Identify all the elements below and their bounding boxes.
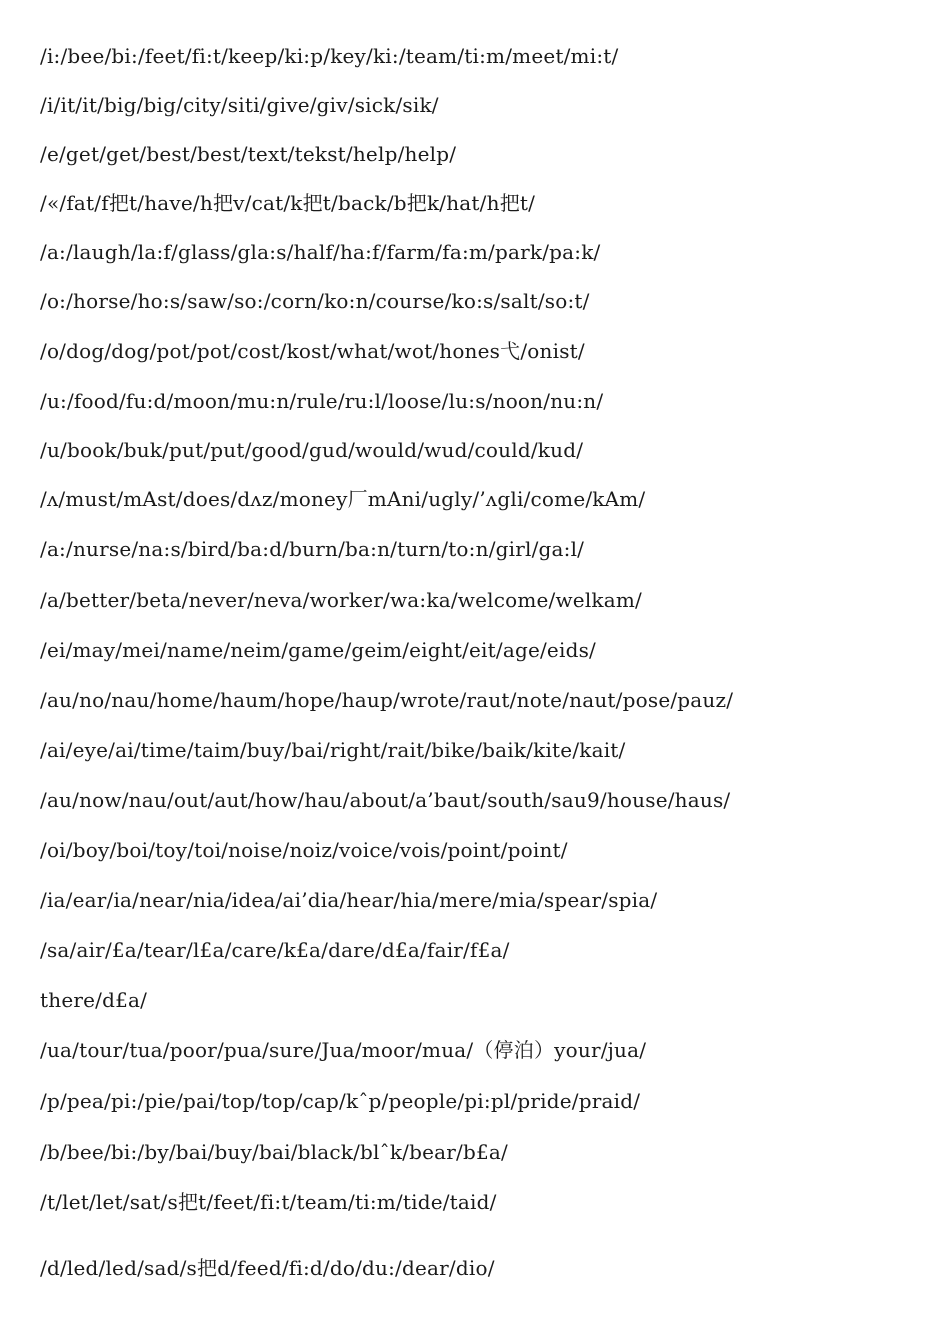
phonetic-line-5: /a:/laugh/la:f/glass/gla:s/half/ha:f/farm/fa:m/park/pa:k/: [40, 240, 601, 264]
phonetic-line-22: /p/pea/pi:/pie/pai/top/top/cap/kˆp/people/pi:pl/pride/praid/: [40, 1089, 641, 1113]
phonetic-line-24: /t/let/let/sat/s把t/feet/fi:t/team/ti:m/tide/taid/: [40, 1190, 497, 1214]
phonetic-line-2: /i/it/it/big/big/city/siti/give/giv/sick/sik/: [40, 93, 439, 117]
phonetic-line-18: /ia/ear/ia/near/nia/idea/ai’dia/hear/hia/mere/mia/spear/spia/: [40, 888, 658, 912]
phonetic-line-1: /i:/bee/bi:/feet/fi:t/keep/ki:p/key/ki:/team/ti:m/meet/mi:t/: [40, 44, 619, 68]
phonetic-line-11: /a:/nurse/na:s/bird/ba:d/burn/ba:n/turn/to:n/girl/ga:l/: [40, 537, 585, 561]
phonetic-line-16: /au/now/nau/out/aut/how/hau/about/a’baut/south/sau9/house/haus/: [40, 788, 731, 812]
phonetic-line-9: /u/book/buk/put/put/good/gud/would/wud/could/kud/: [40, 438, 584, 462]
phonetic-line-8: /u:/food/fu:d/moon/mu:n/rule/ru:l/loose/lu:s/noon/nu:n/: [40, 389, 604, 413]
phonetic-line-19: /sa/air/£a/tear/l£a/care/k£a/dare/d£a/fair/f£a/: [40, 938, 510, 962]
phonetic-line-12: /a/better/beta/never/neva/worker/wa:ka/welcome/welkam/: [40, 588, 642, 612]
phonetic-line-21: /ua/tour/tua/poor/pua/sure/Jua/moor/mua/（停泊）your/jua/: [40, 1038, 647, 1062]
phonetic-line-17: /oi/boy/boi/toy/toi/noise/noiz/voice/vois/point/point/: [40, 838, 568, 862]
phonetic-line-25: /d/led/led/sad/s把d/feed/fi:d/do/du:/dear/dio/: [40, 1256, 495, 1280]
phonetic-line-10: /ʌ/must/mAst/does/dʌz/money厂mAni/ugly/’ʌgli/come/kAm/: [40, 487, 646, 511]
phonetic-line-6: /o:/horse/ho:s/saw/so:/corn/ko:n/course/ko:s/salt/so:t/: [40, 289, 590, 313]
phonetic-line-7: /o/dog/dog/pot/pot/cost/kost/what/wot/hones弋/onist/: [40, 339, 585, 363]
phonetic-line-3: /e/get/get/best/best/text/tekst/help/help/: [40, 142, 457, 166]
phonetic-line-14: /au/no/nau/home/haum/hope/haup/wrote/raut/note/naut/pose/pauz/: [40, 688, 734, 712]
phonetic-line-4: /«/fat/f把t/have/h把v/cat/k把t/back/b把k/hat/h把t/: [40, 191, 536, 215]
phonetic-line-20: there/d£a/: [40, 988, 148, 1012]
phonetic-line-23: /b/bee/bi:/by/bai/buy/bai/black/blˆk/bear/b£a/: [40, 1140, 508, 1164]
phonetic-line-15: /ai/eye/ai/time/taim/buy/bai/right/rait/bike/baik/kite/kait/: [40, 738, 626, 762]
phonetic-line-13: /ei/may/mei/name/neim/game/geim/eight/eit/age/eids/: [40, 638, 596, 662]
